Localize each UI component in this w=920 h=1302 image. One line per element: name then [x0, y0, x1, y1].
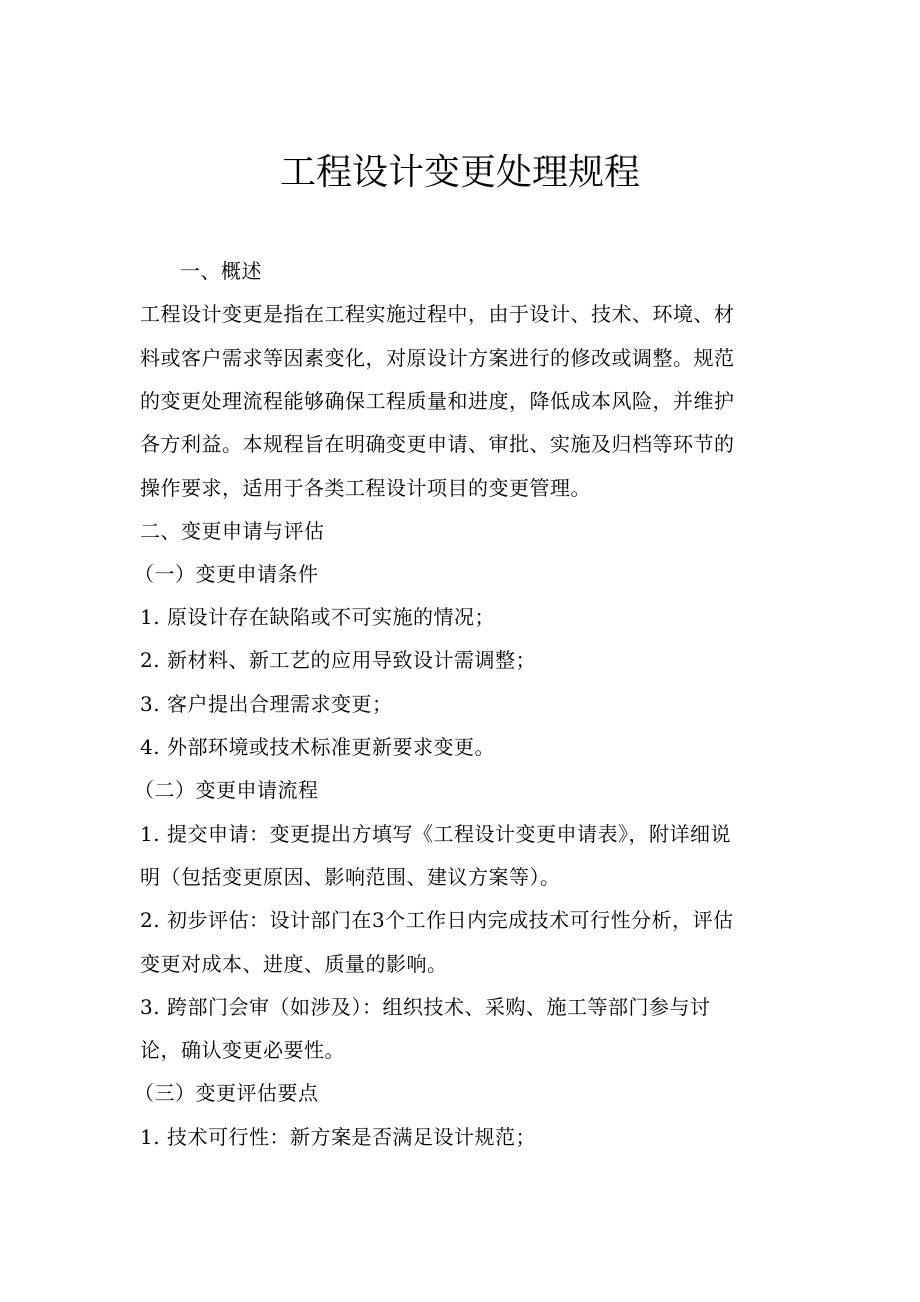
- list-item: 1. 提交申请：变更提出方填写《工程设计变更申请表》，附详细说: [140, 822, 731, 846]
- list-item: 1. 技术可行性：新方案是否满足设计规范；: [140, 1125, 536, 1149]
- paragraph-line: 的变更处理流程能够确保工程质量和进度，降低成本风险，并维护: [140, 389, 735, 413]
- paragraph-line: 料或客户需求等因素变化，对原设计方案进行的修改或调整。规范: [140, 346, 735, 370]
- list-item: 2. 新材料、新工艺的应用导致设计需调整；: [140, 648, 536, 672]
- section-heading-application: 二、变更申请与评估: [140, 519, 325, 543]
- list-item: 1. 原设计存在缺陷或不可实施的情况；: [140, 605, 495, 629]
- subsection-heading-conditions: （一）变更申请条件: [134, 562, 319, 586]
- subsection-heading-evaluation: （三）变更评估要点: [134, 1081, 319, 1105]
- paragraph-line: 各方利益。本规程旨在明确变更申请、审批、实施及归档等环节的: [140, 432, 735, 456]
- document-title: 工程设计变更处理规程: [279, 152, 640, 193]
- list-item-continuation: 论，确认变更必要性。: [140, 1038, 345, 1062]
- list-item-continuation: 明（包括变更原因、影响范围、建议方案等）。: [140, 865, 561, 889]
- list-item: 3. 客户提出合理需求变更；: [140, 692, 393, 716]
- list-item-continuation: 变更对成本、进度、质量的影响。: [140, 952, 448, 976]
- subsection-heading-process: （二）变更申请流程: [134, 778, 319, 802]
- list-item: 2. 初步评估：设计部门在3个工作日内完成技术可行性分析，评估: [140, 908, 734, 932]
- paragraph-line: 工程设计变更是指在工程实施过程中，由于设计、技术、环境、材: [140, 302, 735, 326]
- list-item: 3. 跨部门会审（如涉及）：组织技术、采购、施工等部门参与讨: [140, 995, 711, 1019]
- section-heading-overview: 一、概述: [180, 259, 262, 283]
- list-item: 4. 外部环境或技术标准更新要求变更。: [140, 735, 495, 759]
- paragraph-line: 操作要求，适用于各类工程设计项目的变更管理。: [140, 476, 591, 500]
